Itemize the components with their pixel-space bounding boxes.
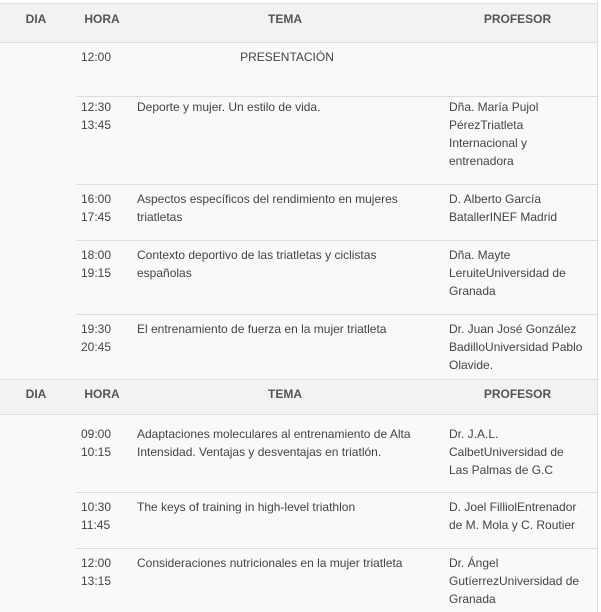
- session-topic: The keys of training in high-level triathlon: [137, 500, 356, 514]
- time-end: 11:45: [81, 518, 111, 532]
- table-row: [0, 493, 597, 549]
- time-start: 18:00: [81, 248, 112, 262]
- table-row: [0, 185, 597, 241]
- session-professor: D. Joel FilliolEntrenador de M. Mola y C. Routier: [449, 500, 577, 532]
- time-start: 10:30: [81, 500, 112, 514]
- table-row: [0, 415, 597, 493]
- session-topic: Aspectos específicos del rendimiento en mujeres triatletas: [137, 192, 398, 224]
- time-start: 19:30: [81, 322, 112, 336]
- session-professor: Dña. María Pujol PérezTriatleta Internacional y entrenadora: [449, 100, 539, 168]
- time-start: 12:00: [81, 50, 112, 64]
- table-row: [0, 97, 597, 185]
- session-professor: Dr. J.A.L. CalbetUniversidad de Las Palmas de G.C: [449, 427, 564, 477]
- table-row: [0, 315, 597, 379]
- time-start: 12:30: [81, 100, 112, 114]
- table-row: [0, 549, 597, 612]
- time-end: 13:15: [81, 574, 112, 588]
- header-row-sunday: [0, 379, 597, 415]
- time-start: 09:00: [81, 427, 112, 441]
- time-end: 17:45: [81, 210, 112, 224]
- session-professor: Dr. Ángel GutíerrezUniversidad de Granada: [449, 556, 580, 606]
- session-topic: Contexto deportivo de las triatletas y ciclistas españolas: [137, 248, 377, 280]
- time-end: 19:15: [81, 266, 112, 280]
- session-topic: Consideraciones nutricionales en la mujer triatleta: [137, 556, 403, 570]
- session-topic: El entrenamiento de fuerza en la mujer triatleta: [137, 322, 387, 336]
- time-end: 10:15: [81, 445, 112, 459]
- time-start: 16:00: [81, 192, 112, 206]
- session-professor: Dr. Juan José González BadilloUniversidad Pablo Olavide.: [449, 322, 583, 372]
- time-start: 12:00: [81, 556, 112, 570]
- session-professor: D. Alberto García BatallerINEF Madrid: [449, 192, 558, 224]
- header-row-saturday: [0, 3, 597, 43]
- session-topic: PRESENTACIÓN: [240, 50, 334, 64]
- header-tema: TEMA: [268, 387, 302, 401]
- header-profesor: PROFESOR: [483, 12, 552, 26]
- session-professor: Dña. Mayte LeruiteUniversidad de Granada: [449, 248, 566, 298]
- session-topic: Adaptaciones moleculares al entrenamiento de Alta Intensidad. Ventajas y desventajas en triatlón.: [137, 427, 411, 459]
- header-tema: TEMA: [268, 12, 302, 26]
- header-dia: DIA: [25, 12, 47, 26]
- session-topic: Deporte y mujer. Un estilo de vida.: [137, 100, 321, 114]
- header-dia: DIA: [25, 387, 47, 401]
- table-row: [0, 241, 597, 315]
- time-end: 20:45: [81, 340, 112, 354]
- time-end: 13:45: [81, 118, 112, 132]
- header-hora: HORA: [84, 387, 120, 401]
- header-profesor: PROFESOR: [483, 387, 552, 401]
- header-hora: HORA: [84, 12, 120, 26]
- table-row: [0, 43, 597, 97]
